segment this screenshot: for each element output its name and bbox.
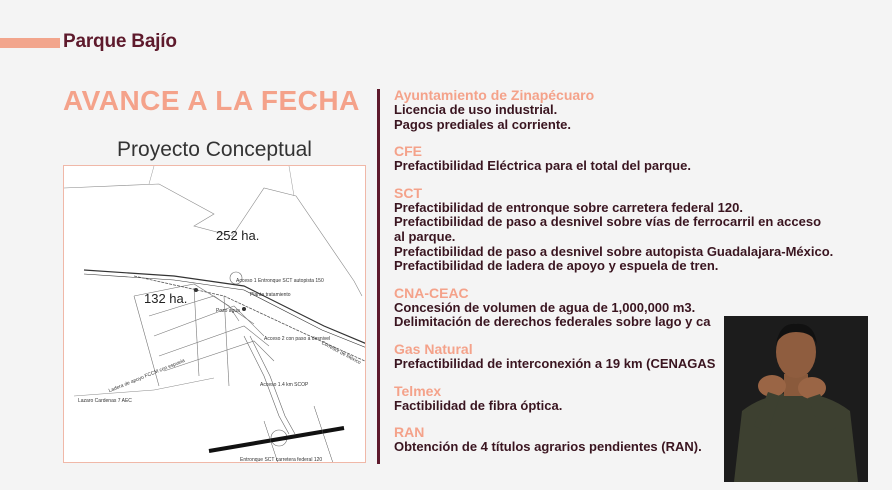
section-line: Obtención de 4 títulos agrarios pendientes (RAN).: [394, 439, 702, 455]
section-cfe: [394, 143, 892, 174]
section-title: CNA-CEAC: [394, 284, 469, 301]
section-line: Prefactibilidad Eléctrica para el total del parque.: [394, 158, 691, 174]
section-title: CFE: [394, 143, 422, 160]
section-sct: [394, 185, 892, 274]
section-line: Concesión de volumen de agua de 1,000,000 m3.: [394, 299, 696, 315]
section-line: Prefactibilidad de interconexión a 19 km (CENAGAS: [394, 355, 716, 371]
section-line: Prefactibilidad de paso a desnivel sobre vías de ferrocarril en acceso: [394, 214, 822, 230]
section-title: Ayuntamiento de Zinapécuaro: [394, 87, 595, 103]
title-accent-bar: [0, 38, 60, 48]
section-line: Delimitación de derechos federales sobre lago y ca: [394, 314, 711, 330]
section-title: Telmex: [394, 382, 442, 399]
map-label-corredor: Corredor de México: [320, 340, 362, 366]
section-line: Licencia de uso industrial.: [394, 102, 558, 117]
sign-language-interpreter-video: [724, 316, 868, 482]
section-ayuntamiento: [394, 87, 892, 132]
section-line: al parque.: [394, 228, 456, 244]
section-heading: AVANCE A LA FECHA: [63, 85, 360, 116]
section-title: RAN: [394, 424, 425, 441]
page-title: Parque Bajío: [63, 31, 177, 52]
map-label-acceso3: Acceso 1.4 km SCOP: [260, 382, 309, 388]
map-label-ladera: Ladera de apoyo FCCM con espuela: [107, 357, 186, 395]
map-label-entronque: Entronque SCT carretera federal 120: [240, 457, 323, 463]
conceptual-map: [63, 165, 366, 463]
divider: [377, 89, 380, 464]
map-label-lazaro: Lazaro Cardenas 7 AEC: [78, 398, 132, 404]
interpreter-figure: [724, 316, 868, 482]
map-label-pozo: Pozo agua: [216, 308, 240, 314]
map-label-acceso1: Acceso 1 Entronque SCT autopista 150: [236, 278, 324, 284]
map-label-planta: Planta tratamiento: [250, 292, 291, 298]
section-title: SCT: [394, 184, 422, 201]
section-line: Pagos prediales al corriente.: [394, 116, 572, 132]
section-line: Prefactibilidad de ladera de apoyo y espuela de tren.: [394, 258, 719, 274]
section-line: Prefactibilidad de entronque sobre carretera federal 120.: [394, 199, 743, 215]
map-label-acceso2: Acceso 2 con paso a desnivel: [264, 336, 331, 342]
map-drawing: [64, 166, 366, 463]
section-line: Prefactibilidad de paso a desnivel sobre autopista Guadalajara-México.: [394, 243, 834, 259]
map-caption: Proyecto Conceptual: [117, 138, 312, 161]
area-label-small: 132 ha.: [144, 291, 188, 306]
section-line: Factibilidad de fibra óptica.: [394, 397, 563, 413]
section-title: Gas Natural: [394, 340, 473, 357]
area-label-large: 252 ha.: [216, 228, 260, 243]
